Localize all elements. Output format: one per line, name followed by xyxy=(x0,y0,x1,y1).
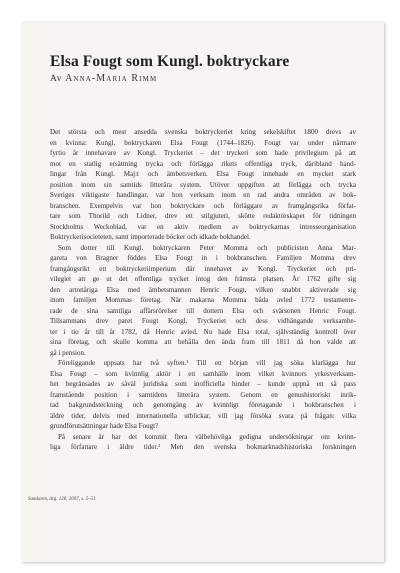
body-line: Elsa Fougt – som kvinnlig aktör i ett samhälle inom vilket kvinnors yrkesverksam- xyxy=(50,369,356,378)
article-author xyxy=(50,73,356,84)
body-line: äldre tider, delvis med internationella utblickar, vill jag försöka svara på frågan: vilka xyxy=(50,411,356,420)
body-line: Föreliggande uppsats har två syften.¹ Till en början vill jag söka klarlägga hur xyxy=(58,359,356,367)
body-line: framstående position i samtidens litterära system. Genom en genushistoriskt inrik- xyxy=(50,390,356,399)
body-line: rade de sina samtliga affärsrörelser till dottern Elsa och svärsonen Henric Fougt. xyxy=(50,306,356,315)
body-line: Boktryckerisocieteten, samt importerade böcker och idkade bokhandel. xyxy=(50,233,251,241)
body-line: tad bakgrundsteckning och genomgång av kvinnligt företagande i bokbranschen i xyxy=(50,401,356,409)
article-body xyxy=(50,127,356,453)
body-line: Som dotter till Kungl. boktryckaren Peter Momma och publicisten Anna Mar- xyxy=(58,243,356,252)
body-line: den artonåriga Elsa med ämbetsmannen Henric Fougt, vilken snabbt aktiverade sig xyxy=(50,285,356,294)
body-line: framgångsrikt ett boktryckeriimperium där innehavet av Kongl. Tryckeriet och pri- xyxy=(50,264,356,273)
body-line: gareta von Bragner föddes Elsa Fougt in i bokbranschen. Familjen Momma drev xyxy=(50,254,356,262)
body-line: branschen. Exempelvis var hon boktryckare och förläggare av framgångsrika förfat- xyxy=(50,201,356,210)
author-prefix: Av xyxy=(50,74,63,84)
body-line: position inom sin samtids litterära system. Utöver uppgiften att förlägga och trycka xyxy=(50,180,356,189)
body-line: sina företag, och skulle komma att behålla den ända fram till 1811 då hon valde att xyxy=(50,338,356,346)
body-line: het begränsades av såväl juridiska som inofficiella hinder – kunde uppnå en så pass xyxy=(50,380,356,388)
body-line: ter i tio år till år 1782, då Henric avled. Nu hade Elsa total, självständig kontroll över xyxy=(50,327,356,336)
body-line: lingar från Kungl. Maj:t och ämbetsverken. Elsa Fougt innehade en mycket stark xyxy=(50,170,356,178)
body-line: grundförutsättningar hade Elsa Fougt? xyxy=(50,422,159,430)
body-line: liga författare i äldre tider.² Men den svenska bokmarknadshistoriska forskningen xyxy=(50,443,356,451)
body-line: Det största och mest ansedda svenska boktryckeriet kring sekelskiftet 1800 drevs av xyxy=(50,128,356,136)
body-line: Stockholms Weckoblad, var en aktiv medlem av boktryckarnas intresseorganisation xyxy=(50,222,356,231)
body-line: vilegiet att ge ut det offentliga trycket intog den främsta platsen. År 1762 gifte sig xyxy=(50,275,356,283)
body-line: mot en statlig ersättning trycka och förlägga rikets offentliga tryck, däribland hand- xyxy=(50,159,356,168)
body-line: fyrtio år innehavare av Kongl. Tryckeriet – det tryckeri som hade privilegium på att xyxy=(50,149,356,157)
body-line: gå i pension. xyxy=(50,348,86,357)
journal-page xyxy=(22,22,384,562)
body-line: en kvinna: Kungl. boktryckaren Elsa Fougt (1744–1826). Fougt var under närmare xyxy=(50,138,356,147)
citation-footer: Samlaren, årg. 128, 2007, s. 5–51 xyxy=(28,497,96,502)
body-line: inom familjen Mommas företag. När makarna Momma båda avled 1772 testamente- xyxy=(50,296,356,304)
body-line: tare som Thorild och Lidner, drev ett stilgjuteri, skötte redaktörskapet för tidningen xyxy=(50,212,356,220)
body-line: Tillsammans drev paret Fougt Kongl. Tryckeriet och dess vidhängande verksamhe- xyxy=(50,317,356,325)
body-line: På senare år har det kommit flera välbehövliga gedigna undersökningar om kvinn- xyxy=(58,432,356,441)
author-name: Anna-Maria Rimm xyxy=(65,73,158,84)
article-title: Elsa Fougt som Kungl. boktryckare xyxy=(50,53,290,70)
body-line: Sveriges viktigaste handlingar, var hon verksam inom en rad andra områden av bok- xyxy=(50,191,356,199)
